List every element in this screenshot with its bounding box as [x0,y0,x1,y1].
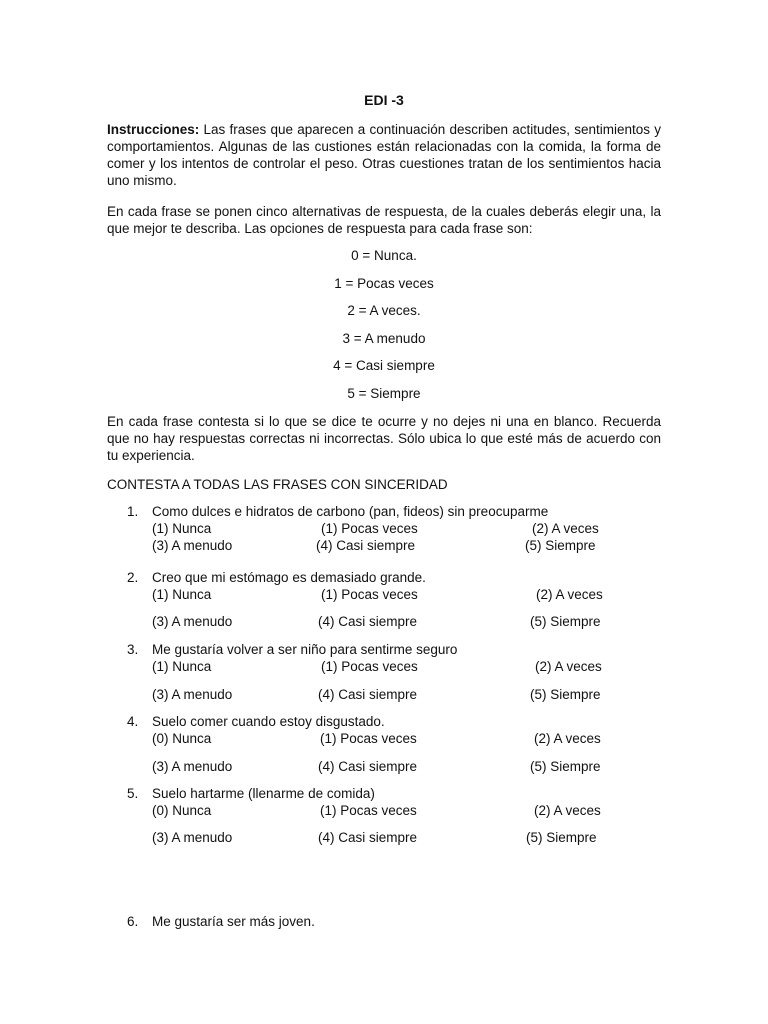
scale-item-2: 2 = A veces. [347,303,421,318]
answer-instructions-paragraph: En cada frase contesta si lo que se dice te ocurre y no dejes ni una en blanco. Recuerda que no hay respuestas correctas ni incorrectas. Sólo ubica lo que esté más de acuerdo con tu experiencia. [107,414,661,463]
scale-item-4: 4 = Casi siempre [333,358,435,373]
scale-item-5: 5 = Siempre [347,386,421,401]
scale-item-1: 1 = Pocas veces [334,276,434,291]
option-a-veces[interactable]: (2) A veces [532,521,599,536]
option-a-menudo[interactable]: (3) A menudo [152,830,233,845]
option-a-veces[interactable]: (2) A veces [534,803,601,818]
document-title: EDI -3 [364,92,404,108]
question-text: Suelo comer cuando estoy disgustado. [152,714,385,729]
question-text: Suelo hartarme (llenarme de comida) [152,786,375,801]
option-casi-siempre[interactable]: (4) Casi siempre [318,687,418,702]
option-a-menudo[interactable]: (3) A menudo [152,614,233,629]
option-nunca[interactable]: (1) Nunca [152,521,212,536]
option-a-veces[interactable]: (2) A veces [535,659,602,674]
option-siempre[interactable]: (5) Siempre [526,830,597,845]
instructions-text: Las frases que aparecen a continuación describen actitudes, sentimientos y comportamientos. Algunas de las custiones están relacionadas con la comida, la forma de comer y los intentos de controlar el peso. Otras cuestiones tratan de los sentimientos hacia uno mismo. [107,122,661,188]
option-nunca[interactable]: (1) Nunca [152,587,212,602]
question-number: 2. [127,570,139,585]
option-casi-siempre[interactable]: (4) Casi siempre [318,759,418,774]
option-casi-siempre[interactable]: (4) Casi siempre [318,830,418,845]
question-number: 5. [127,786,139,801]
option-pocas-veces[interactable]: (1) Pocas veces [321,659,418,674]
option-nunca[interactable]: (0) Nunca [152,803,212,818]
option-pocas-veces[interactable]: (1) Pocas veces [321,587,418,602]
option-siempre[interactable]: (5) Siempre [530,687,601,702]
response-options-paragraph: En cada frase se ponen cinco alternativas de respuesta, de la cuales deberás elegir una, la que mejor te describa. Las opciones de respuesta para cada frase son: [107,204,661,236]
option-a-veces[interactable]: (2) A veces [534,731,601,746]
sincerity-heading: CONTESTA A TODAS LAS FRASES CON SINCERIDAD [107,477,448,492]
option-nunca[interactable]: (1) Nunca [152,659,212,674]
option-pocas-veces[interactable]: (1) Pocas veces [320,731,417,746]
option-siempre[interactable]: (5) Siempre [530,614,601,629]
option-pocas-veces[interactable]: (1) Pocas veces [321,521,418,536]
option-a-menudo[interactable]: (3) A menudo [152,538,233,553]
instructions-paragraph [107,121,661,189]
option-siempre[interactable]: (5) Siempre [530,759,601,774]
option-siempre[interactable]: (5) Siempre [525,538,596,553]
option-nunca[interactable]: (0) Nunca [152,731,212,746]
option-casi-siempre[interactable]: (4) Casi siempre [318,614,418,629]
option-a-menudo[interactable]: (3) A menudo [152,687,233,702]
instructions-label: Instrucciones: [107,122,200,137]
question-number: 3. [127,642,139,657]
option-a-veces[interactable]: (2) A veces [536,587,603,602]
question-number: 6. [127,914,139,929]
question-text: Como dulces e hidratos de carbono (pan, fideos) sin preocuparme [152,504,549,519]
scale-item-0: 0 = Nunca. [351,248,417,263]
question-number: 4. [127,714,139,729]
question-text: Me gustaría volver a ser niño para sentirme seguro [152,642,458,657]
question-text: Me gustaría ser más joven. [152,914,315,929]
option-casi-siempre[interactable]: (4) Casi siempre [316,538,416,553]
question-text: Creo que mi estómago es demasiado grande. [152,570,426,585]
scale-item-3: 3 = A menudo [342,331,426,346]
question-number: 1. [127,504,139,519]
option-pocas-veces[interactable]: (1) Pocas veces [320,803,417,818]
option-a-menudo[interactable]: (3) A menudo [152,759,233,774]
